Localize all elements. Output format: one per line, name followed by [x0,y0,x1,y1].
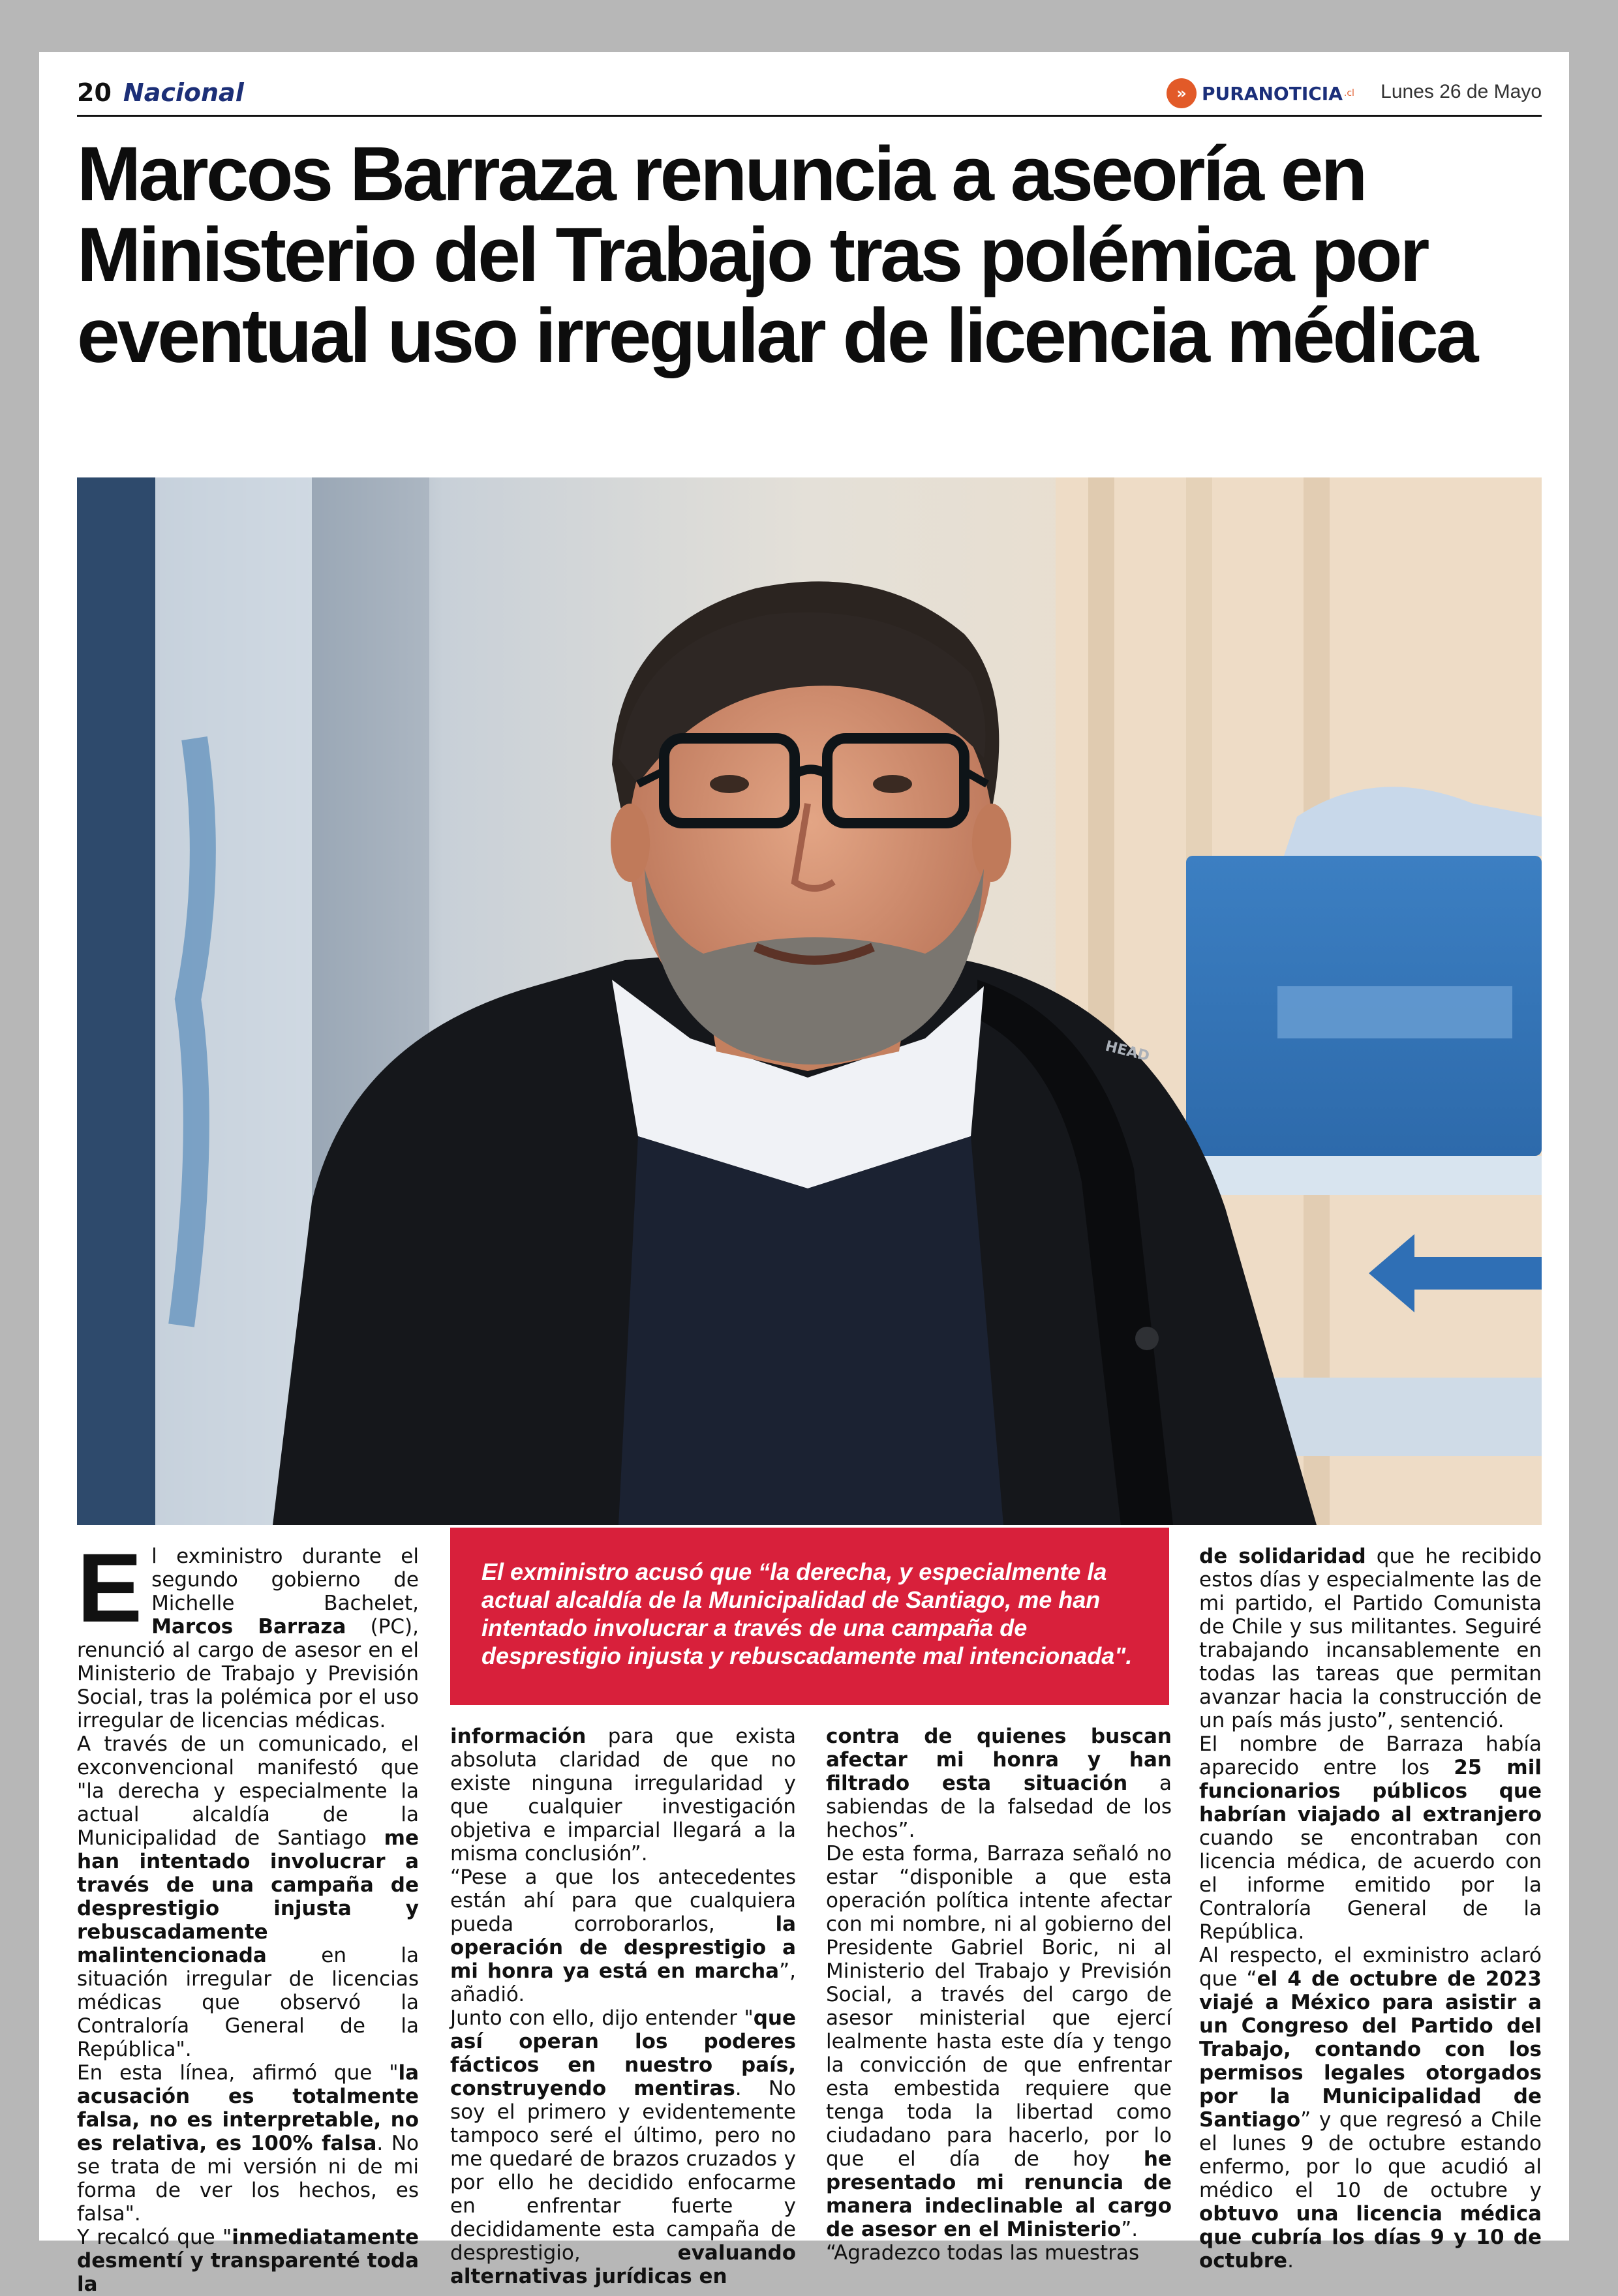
drop-cap: E [77,1533,143,1642]
article-photo [77,477,1542,1525]
logo-domain: .cl [1343,88,1354,98]
body-column-2 [450,1725,796,2288]
headline: Marcos Barraza renuncia a aseoría en Ministerio del Trabajo tras polémica por eventual uso irregular de licencia médica [77,131,1476,379]
text-run-bold: obtuvo una licencia médica que cubría los días 9 y 10 de octubre [1199,2202,1542,2273]
text-run: De esta forma, Barraza señaló no estar “disponible a que esta operación política intente afectar con mi nombre, ni al gobierno del Presidente Gabriel Boric, ni al Ministerio del Trabajo y Previsión Social, a través del cargo de asesor ministerial que ejercí lealmente hasta este día y tengo la convicción de que enfrentar esta embestida requiere que tenga toda la libertad como ciudadano para hacerlo, por lo que el día de hoy [826,1842,1172,2171]
text-run-bold: me han intentado involucrar a través de una campaña de desprestigio injusta y rebuscadamente malintencionada [77,1826,419,1967]
puranoticia-logo[interactable] [1167,78,1354,108]
text-run: El nombre de Barraza había aparecido entre los [1199,1732,1542,1779]
text-run: que he recibido estos días y especialmente las de mi partido, el Partido Comunista de Chile y sus militantes. Seguiré trabajando incansablemente en todas las tareas que permitan avanzar hacia la construcción de un país más justo”, sentenció. [1199,1545,1542,1732]
text-run: para que exista absoluta claridad de que no existe ninguna irregularidad y que cualquier investigación objetiva e imparcial llegará a la misma conclusión”. [450,1725,796,1865]
text-run: cuando se encontraban con licencia médica, de acuerdo con el informe emitido por la Contraloría General de la República. [1199,1826,1542,1944]
text-run: “Agradezco todas las muestras [826,2241,1140,2265]
text-run-bold: evaluando alternativas jurídicas en [450,2241,796,2288]
text-run-bold: inmediatamente desmentí y transparenté toda la [77,2226,419,2296]
text-run-bold: de solidaridad [1199,1545,1366,1568]
section-name: Nacional [123,78,244,107]
paragraph [1199,1944,1542,2273]
text-run: l exministro durante el segundo gobierno de Michelle Bachelet, [151,1545,419,1615]
page-header [77,78,1542,117]
text-run: Y recalcó que " [77,2226,232,2249]
text-run: a sabiendas de la falsedad de los hechos”. [826,1772,1172,1842]
text-run: ”. [1121,2218,1138,2241]
pull-quote: El exministro acusó que “la derecha, y especialmente la actual alcaldía de la Municipalidad de Santiago, me han intentado involucrar a través de una campaña de desprestigio injusta y rebuscadamente mal intencionada". [450,1528,1169,1705]
text-run: ”, añadió. [450,1959,796,2006]
paragraph [77,2226,419,2296]
text-run: . No soy el primero y evidentemente tampoco seré el último, pero no me quedaré de brazos cruzados y por ello he decidido enfocarme en enfrentar fuerte y decididamente esta campaña de desprestigio, [450,2077,796,2265]
paragraph [826,1842,1172,2241]
text-run-bold: 25 mil funcionarios públicos que habrían viajado al extranjero [1199,1756,1542,1826]
paragraph [1199,1732,1542,1944]
text-run: En esta línea, afirmó que " [77,2061,399,2085]
text-run: A través de un comunicado, el exconvencional manifestó que "la derecha y especialmente la actual alcaldía de la Municipalidad de Santiago [77,1732,419,1850]
text-run: ” y que regresó a Chile el lunes 9 de octubre estando enfermo, por lo que acudió al médico el 10 de octubre y [1199,2108,1542,2202]
issue-date: Lunes 26 de Mayo [1381,81,1542,102]
body-column-4 [1199,1545,1542,2273]
paragraph [77,1732,419,2061]
backpack-brand: HEAD [1103,1038,1152,1065]
text-run-bold: he presentado mi renuncia de manera indeclinable al cargo de asesor en el Ministerio [826,2147,1172,2241]
text-run-bold: la operación de desprestigio a mi honra ya está en marcha [450,1912,796,1983]
text-run-bold: que así operan los poderes fácticos en nuestro país, construyendo mentiras [450,2006,796,2100]
body-column-1 [77,1533,419,2296]
paragraph [77,2061,419,2226]
text-run: Al respecto, el exministro aclaró que “ [1199,1944,1542,1991]
text-run-bold: información [450,1725,587,1748]
text-run: en la situación irregular de licencias médicas que observó la Contraloría General de la República". [77,1944,419,2061]
header-rule [77,115,1542,117]
text-run-bold: la acusación es totalmente falsa, no es interpretable, no es relativa, es 100% falsa [77,2061,419,2155]
logo-text: PURANOTICIA [1202,82,1343,104]
text-run: . No se trata de mi versión ni de mi forma de ver los hechos, es falsa". [77,2132,419,2226]
paragraph [1199,1545,1542,1732]
text-run-bold: contra de quienes buscan afectar mi honra y han filtrado esta situación [826,1725,1172,1795]
text-run: “Pese a que los antecedentes están ahí para que cualquiera pueda corroborarlos, [450,1865,796,1936]
paragraph [450,1725,796,1865]
logo-chevron-icon: » [1167,78,1197,108]
text-run-bold: el 4 de octubre de 2023 viajé a México para asistir a un Congreso del Partido del Trabajo, contando con los permisos legales otorgados por la Municipalidad de Santiago [1199,1967,1542,2132]
paragraph [826,1725,1172,1842]
body-column-3 [826,1725,1172,2265]
paragraph [450,2006,796,2288]
paragraph [826,2241,1172,2265]
text-run: (PC), renunció al cargo de asesor en el Ministerio de Trabajo y Previsión Social, tras la polémica por el uso irregular de licencias médicas. [77,1615,419,1732]
text-run: . [1287,2249,1294,2273]
paragraph [450,1865,796,2006]
folio [77,78,244,107]
text-run: Junto con ello, dijo entender " [450,2006,754,2030]
text-run-bold: Marcos Barraza [151,1615,346,1639]
page-number: 20 [77,78,112,107]
